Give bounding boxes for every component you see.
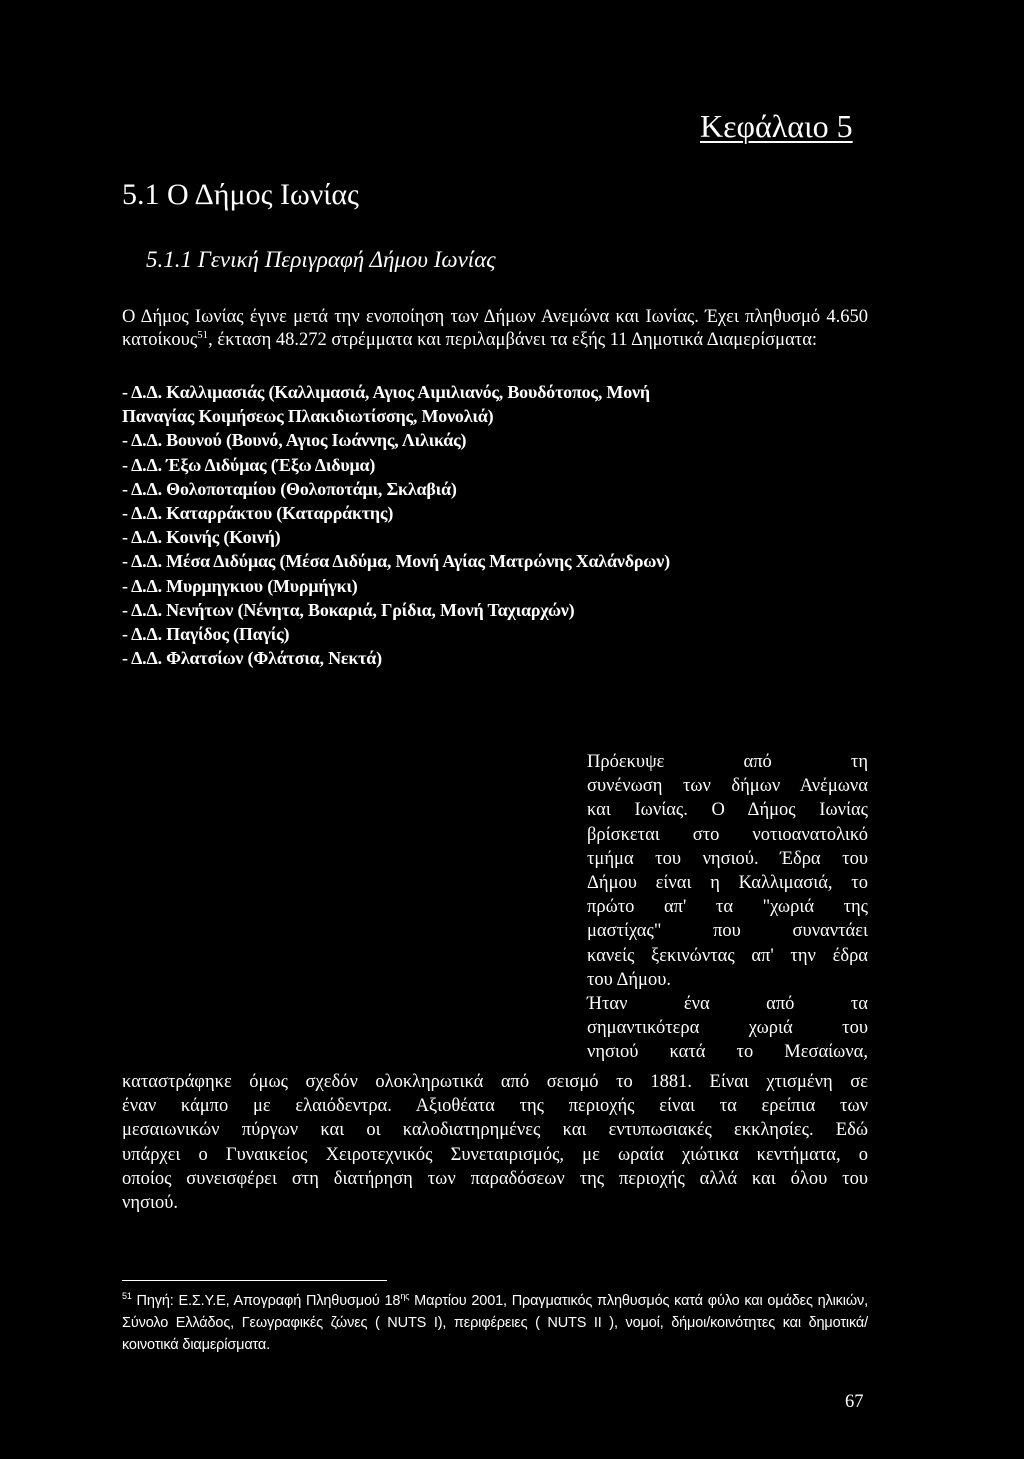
- side-paragraph: [587, 750, 868, 1065]
- footnote-text-part2: Μαρτίου 2001, Πραγματικός πληθυσμός κατά φύλο και ομάδες ηλικιών, Σύνολο Ελλάδος, Γεωγραφικές ζώνες ( NUTS I), περιφέρειες ( NUTS II ), νομοί, δήμοι/κοινότητες και δημοτικά/κοινοτικά διαμερίσματα.: [122, 1293, 868, 1353]
- text-line: οποίος συνεισφέρει στη διατήρηση των παραδόσεων της περιοχής αλλά και όλου του: [122, 1168, 868, 1189]
- district-item: - Δ.Δ. Καταρράκτου (Καταρράκτης): [122, 503, 394, 524]
- text-line: υπάρχει ο Γυναικείος Χειροτεχνικός Συνεταιρισμός, με ωραία χιώτικα κεντήματα, ο: [122, 1144, 868, 1165]
- district-item: - Δ.Δ. Έξω Διδύμας (Έξω Διδυμα): [122, 454, 376, 475]
- text-line: καταστράφηκε όμως σχεδόν ολοκληρωτικά από σεισμό το 1881. Είναι χτισμένη σε: [122, 1072, 868, 1092]
- footnote-reference[interactable]: 51: [197, 328, 209, 341]
- district-item: - Δ.Δ. Μυρμηγκιου (Μυρμήγκι): [122, 575, 358, 596]
- footnote: [122, 1290, 868, 1356]
- district-list: [122, 380, 882, 670]
- text-line: νησιού.: [122, 1193, 179, 1214]
- district-item: - Δ.Δ. Νενήτων (Νένητα, Βοκαριά, Γρίδια, Μονή Ταχιαρχών): [122, 599, 575, 620]
- text-line: Ήταν ένα από τα: [587, 994, 868, 1015]
- text-line: κανείς ξεκινώντας απ' την έδρα: [587, 945, 868, 966]
- text-line: έναν κάμπο με ελαιόδεντρα. Αξιοθέατα της περιοχής είναι τα ερείπια των: [122, 1096, 868, 1117]
- chapter-heading: Κεφάλαιο 5: [700, 108, 853, 144]
- text-line: τμήμα του νησιού. Έδρα του: [587, 848, 868, 869]
- footnote-text-part1: Πηγή: Ε.Σ.Υ.Ε, Απογραφή Πληθυσμού 18: [131, 1293, 401, 1309]
- intro-paragraph: [122, 306, 868, 352]
- text-line: νησιού κατά το Μεσαίωνα,: [587, 1042, 868, 1063]
- footnote-number: 51: [122, 1291, 132, 1302]
- district-item: - Δ.Δ. Παγίδος (Παγίς): [122, 624, 290, 645]
- intro-text-after: , έκταση 48.272 στρέμματα και περιλαμβάνει τα εξής 11 Δημοτικά Διαμερίσματα:: [208, 330, 818, 350]
- text-line: Πρόεκυψε από τη: [587, 752, 868, 772]
- district-item: - Δ.Δ. Μέσα Διδύμας (Μέσα Διδύμα, Μονή Αγίας Ματρώνης Χαλάνδρων): [122, 551, 670, 572]
- district-item: - Δ.Δ. Κοινής (Κοινή): [122, 527, 281, 548]
- continued-paragraph: [122, 1070, 868, 1215]
- district-item: - Δ.Δ. Θολοποταμίου (Θολοποτάμι, Σκλαβιά): [122, 478, 457, 499]
- text-line: και Ιωνίας. Ο Δήμος Ιωνίας: [587, 800, 868, 821]
- district-item: - Δ.Δ. Φλατσίων (Φλάτσια, Νεκτά): [122, 648, 382, 669]
- footnote-ordinal: ης: [400, 1291, 410, 1302]
- text-line: μαστίχας" που συναντάει: [587, 921, 868, 942]
- intro-text-before: Ο Δήμος Ιωνίας έγινε μετά την ενοποίηση των Δήμων Ανεμώνα και Ιωνίας. Έχει πληθυσμό 4.650 κατοίκους: [122, 307, 868, 350]
- district-item: - Δ.Δ. Καλλιμασιάς (Καλλιμασιά, Αγιος Αιμιλιανός, Βουδότοπος, Μονή: [122, 382, 650, 402]
- footnote-divider: [122, 1280, 387, 1281]
- district-item: Παναγίας Κοιμήσεως Πλακιδιωτίσσης, Μονολιά): [122, 406, 494, 427]
- text-line: του Δήμου.: [587, 969, 671, 990]
- text-line: σημαντικότερα χωριά του: [587, 1018, 868, 1039]
- text-line: Δήμου είναι η Καλλιμασιά, το: [587, 873, 868, 894]
- text-line: συνένωση των δήμων Ανέμωνα: [587, 776, 868, 797]
- text-line: μεσαιωνικών πύργων και οι καλοδιατηρημένες και εντυπωσιακές εκκλησίες. Εδώ: [122, 1120, 868, 1141]
- text-line: βρίσκεται στο νοτιοανατολικό: [587, 824, 868, 845]
- page-number: 67: [845, 1392, 864, 1412]
- text-line: πρώτο απ' τα "χωριά της: [587, 897, 868, 918]
- district-item: - Δ.Δ. Βουνού (Βουνό, Αγιος Ιωάννης, Λιλικάς): [122, 430, 467, 451]
- section-title: 5.1 Ο Δήμος Ιωνίας: [122, 178, 359, 211]
- subsection-title: 5.1.1 Γενική Περιγραφή Δήμου Ιωνίας: [146, 247, 496, 272]
